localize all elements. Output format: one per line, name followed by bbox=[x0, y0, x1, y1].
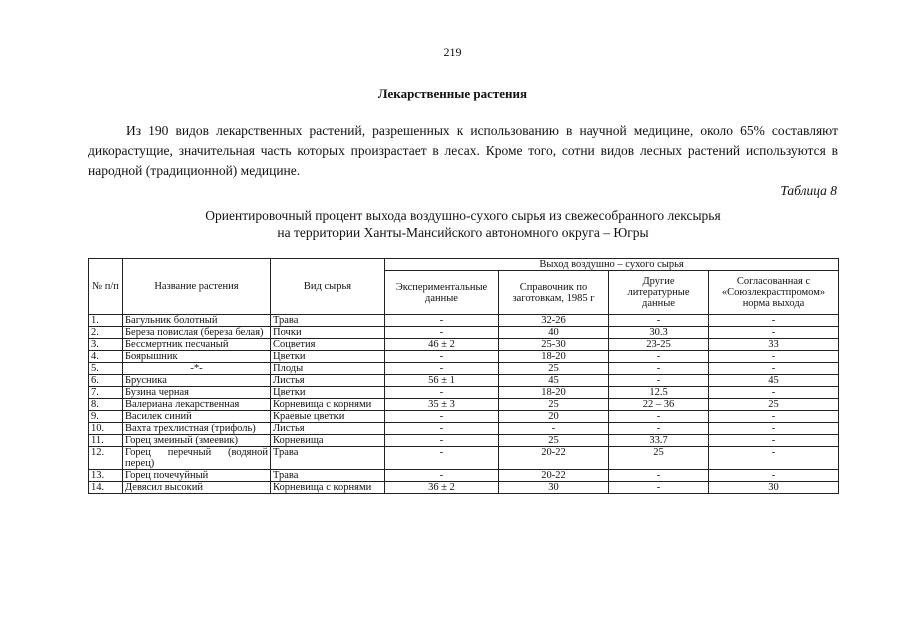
cell-reference: 18-20 bbox=[499, 351, 609, 363]
cell-num: 10. bbox=[89, 423, 123, 435]
cell-experimental: - bbox=[385, 387, 499, 399]
cell-experimental: - bbox=[385, 363, 499, 375]
cell-experimental: - bbox=[385, 351, 499, 363]
cell-reference: 32-26 bbox=[499, 315, 609, 327]
cell-name: Валериана лекарственная bbox=[123, 399, 271, 411]
cell-raw: Корневища bbox=[271, 435, 385, 447]
cell-num: 8. bbox=[89, 399, 123, 411]
cell-raw: Соцветия bbox=[271, 339, 385, 351]
cell-experimental: - bbox=[385, 470, 499, 482]
table-caption bbox=[88, 207, 838, 241]
cell-literature: - bbox=[609, 351, 709, 363]
cell-experimental: - bbox=[385, 411, 499, 423]
cell-name: Боярышник bbox=[123, 351, 271, 363]
table-label: Таблица 8 bbox=[780, 183, 837, 198]
cell-agreed: - bbox=[709, 315, 839, 327]
cell-literature: - bbox=[609, 375, 709, 387]
cell-name: Бузина черная bbox=[123, 387, 271, 399]
cell-agreed: - bbox=[709, 447, 839, 470]
cell-raw: Листья bbox=[271, 423, 385, 435]
table-header bbox=[89, 259, 839, 315]
section-title: Лекарственные растения bbox=[377, 86, 528, 101]
cell-raw: Корневища с корнями bbox=[271, 482, 385, 494]
cell-raw: Почки bbox=[271, 327, 385, 339]
cell-raw: Трава bbox=[271, 447, 385, 470]
cell-reference: 18-20 bbox=[499, 387, 609, 399]
cell-agreed: - bbox=[709, 411, 839, 423]
cell-agreed: 30 bbox=[709, 482, 839, 494]
cell-experimental: 46 ± 2 bbox=[385, 339, 499, 351]
cell-agreed: 33 bbox=[709, 339, 839, 351]
cell-agreed: 25 bbox=[709, 399, 839, 411]
header-name: Название растения bbox=[123, 259, 271, 315]
header-raw-material: Вид сырья bbox=[271, 259, 385, 315]
cell-agreed: - bbox=[709, 387, 839, 399]
header-agreed: Согласованная с «Союзлекрастпромом» норма выхода bbox=[709, 271, 839, 315]
table-row bbox=[89, 447, 839, 470]
cell-num: 7. bbox=[89, 387, 123, 399]
cell-raw: Трава bbox=[271, 470, 385, 482]
cell-reference: 30 bbox=[499, 482, 609, 494]
table-caption-line-1: Ориентировочный процент выхода воздушно-сухого сырья из свежесобранного лексырья bbox=[205, 208, 721, 223]
cell-name: Бессмертник песчаный bbox=[123, 339, 271, 351]
cell-literature: - bbox=[609, 482, 709, 494]
cell-agreed: - bbox=[709, 435, 839, 447]
cell-name: Брусника bbox=[123, 375, 271, 387]
cell-experimental: - bbox=[385, 423, 499, 435]
intro-paragraph: Из 190 видов лекарственных растений, разрешенных к использованию в научной медицине, около 65% составляют дикорастущие, значительная часть которых произрастает в лесах. Кроме того, сотни видов лесных растений используются в народной (традиционной) медицине. bbox=[88, 123, 838, 178]
cell-name: -*- bbox=[123, 363, 271, 375]
cell-raw: Корневища с корнями bbox=[271, 399, 385, 411]
cell-raw: Листья bbox=[271, 375, 385, 387]
table-row bbox=[89, 327, 839, 339]
cell-num: 4. bbox=[89, 351, 123, 363]
cell-reference: 40 bbox=[499, 327, 609, 339]
cell-reference: 20-22 bbox=[499, 447, 609, 470]
cell-experimental: - bbox=[385, 435, 499, 447]
header-experimental: Экспериментальные данные bbox=[385, 271, 499, 315]
header-literature: Другие литературные данные bbox=[609, 271, 709, 315]
cell-literature: 33.7 bbox=[609, 435, 709, 447]
cell-num: 3. bbox=[89, 339, 123, 351]
cell-experimental: 56 ± 1 bbox=[385, 375, 499, 387]
header-yield-group: Выход воздушно – сухого сырья bbox=[385, 259, 839, 271]
cell-name: Горец почечуйный bbox=[123, 470, 271, 482]
cell-experimental: - bbox=[385, 315, 499, 327]
table-caption-line-2: на территории Ханты-Мансийского автономного округа – Югры bbox=[277, 225, 649, 240]
cell-raw: Цветки bbox=[271, 387, 385, 399]
cell-literature: 30.3 bbox=[609, 327, 709, 339]
cell-name: Горец перечный (водяной перец) bbox=[123, 447, 271, 470]
table-row bbox=[89, 363, 839, 375]
table-row bbox=[89, 411, 839, 423]
yield-table bbox=[88, 258, 839, 494]
header-reference: Справочник по заготовкам, 1985 г bbox=[499, 271, 609, 315]
cell-reference: 25-30 bbox=[499, 339, 609, 351]
page-number: 219 bbox=[443, 45, 462, 59]
cell-experimental: 36 ± 2 bbox=[385, 482, 499, 494]
table-row bbox=[89, 375, 839, 387]
cell-name: Багульник болотный bbox=[123, 315, 271, 327]
cell-literature: 22 – 36 bbox=[609, 399, 709, 411]
cell-reference: 20-22 bbox=[499, 470, 609, 482]
cell-agreed: - bbox=[709, 363, 839, 375]
cell-agreed: - bbox=[709, 470, 839, 482]
table-row bbox=[89, 423, 839, 435]
cell-name: Василек синий bbox=[123, 411, 271, 423]
table-body bbox=[89, 315, 839, 494]
cell-literature: 12.5 bbox=[609, 387, 709, 399]
cell-name: Береза повислая (береза белая) bbox=[123, 327, 271, 339]
table-row bbox=[89, 387, 839, 399]
cell-experimental: - bbox=[385, 327, 499, 339]
cell-reference: 25 bbox=[499, 399, 609, 411]
table-row bbox=[89, 470, 839, 482]
cell-raw: Краевые цветки bbox=[271, 411, 385, 423]
cell-raw: Цветки bbox=[271, 351, 385, 363]
cell-name: Девясил высокий bbox=[123, 482, 271, 494]
table-row bbox=[89, 339, 839, 351]
cell-num: 2. bbox=[89, 327, 123, 339]
table-row bbox=[89, 399, 839, 411]
cell-literature: - bbox=[609, 411, 709, 423]
cell-name: Вахта трехлистная (трифоль) bbox=[123, 423, 271, 435]
cell-literature: - bbox=[609, 363, 709, 375]
cell-num: 12. bbox=[89, 447, 123, 470]
cell-name: Горец змеиный (змеевик) bbox=[123, 435, 271, 447]
cell-experimental: - bbox=[385, 447, 499, 470]
cell-experimental: 35 ± 3 bbox=[385, 399, 499, 411]
cell-literature: 25 bbox=[609, 447, 709, 470]
cell-raw: Плоды bbox=[271, 363, 385, 375]
table-row bbox=[89, 435, 839, 447]
cell-literature: 23-25 bbox=[609, 339, 709, 351]
cell-reference: 25 bbox=[499, 435, 609, 447]
cell-agreed: 45 bbox=[709, 375, 839, 387]
cell-reference: - bbox=[499, 423, 609, 435]
cell-num: 13. bbox=[89, 470, 123, 482]
cell-num: 6. bbox=[89, 375, 123, 387]
cell-num: 5. bbox=[89, 363, 123, 375]
cell-agreed: - bbox=[709, 351, 839, 363]
cell-literature: - bbox=[609, 470, 709, 482]
header-num: № п/п bbox=[89, 259, 123, 315]
cell-literature: - bbox=[609, 315, 709, 327]
table-row bbox=[89, 315, 839, 327]
cell-num: 14. bbox=[89, 482, 123, 494]
cell-reference: 45 bbox=[499, 375, 609, 387]
cell-num: 11. bbox=[89, 435, 123, 447]
cell-num: 9. bbox=[89, 411, 123, 423]
cell-agreed: - bbox=[709, 423, 839, 435]
table-row bbox=[89, 351, 839, 363]
cell-agreed: - bbox=[709, 327, 839, 339]
table-row bbox=[89, 482, 839, 494]
cell-reference: 20 bbox=[499, 411, 609, 423]
cell-literature: - bbox=[609, 423, 709, 435]
cell-num: 1. bbox=[89, 315, 123, 327]
cell-raw: Трава bbox=[271, 315, 385, 327]
cell-reference: 25 bbox=[499, 363, 609, 375]
